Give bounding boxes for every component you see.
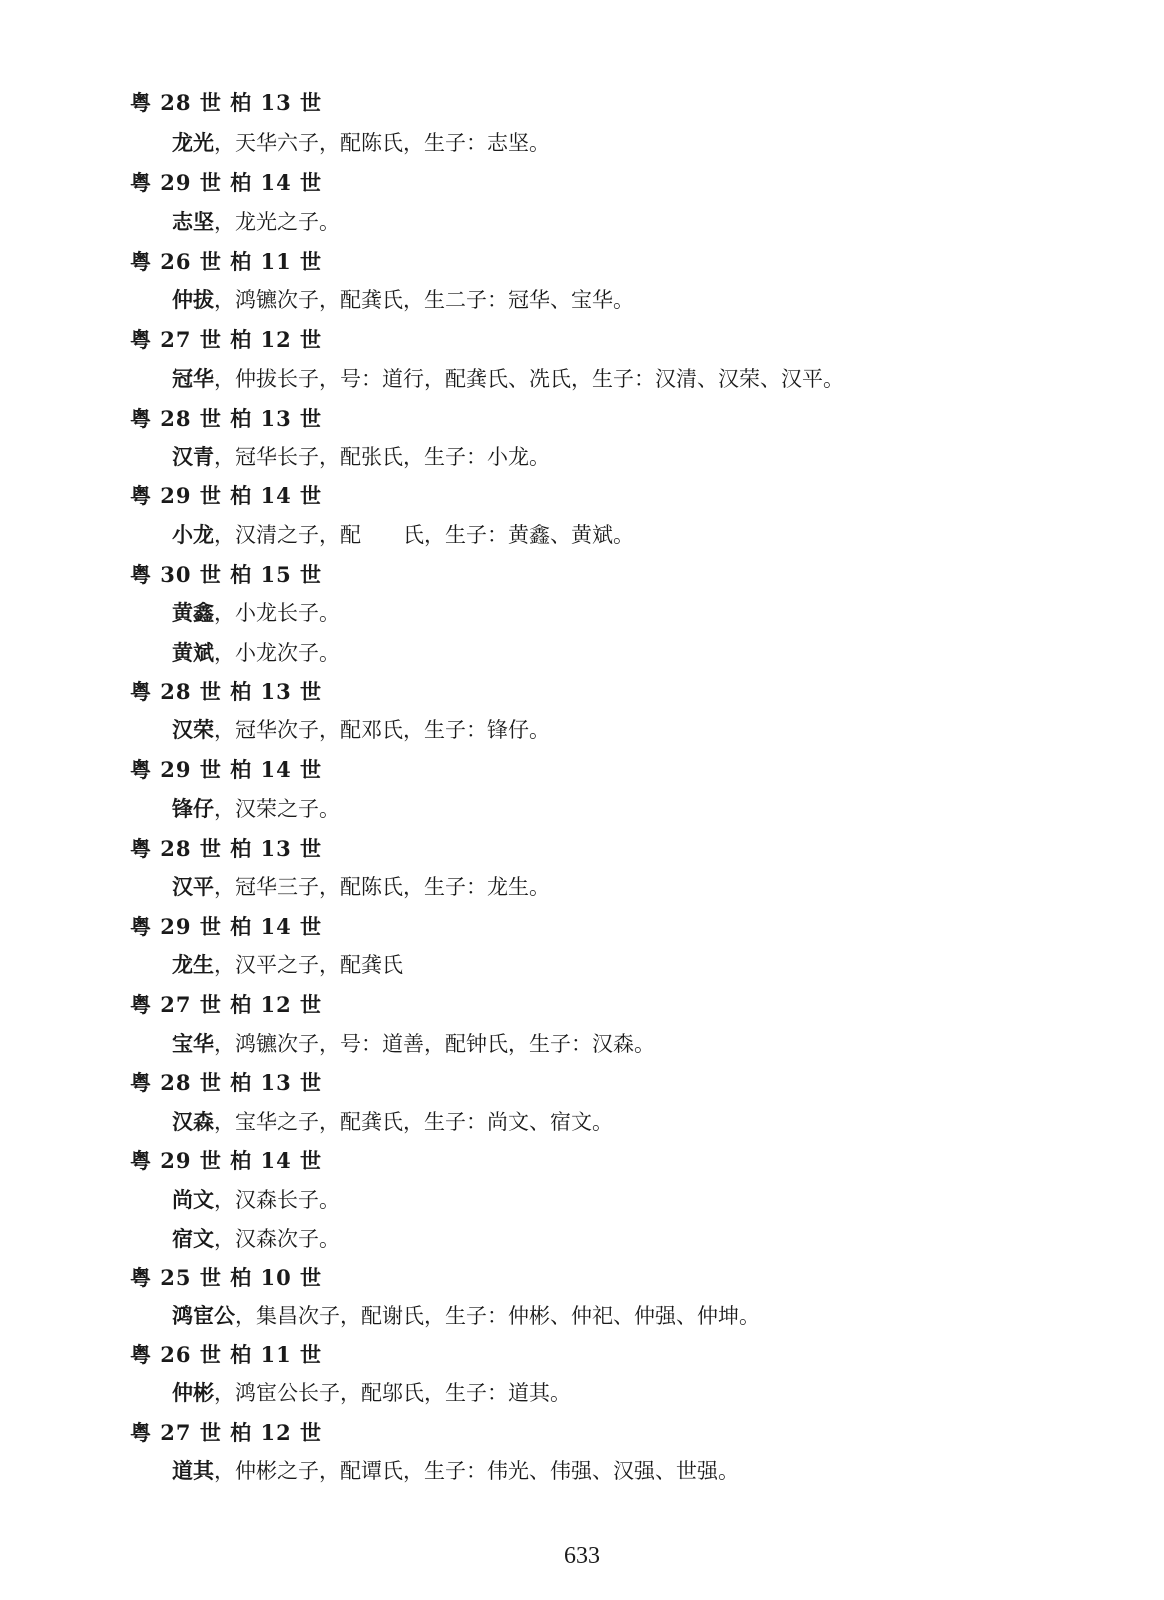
person-name: 冠华 — [172, 366, 214, 391]
person-name: 汉青 — [172, 444, 214, 469]
person-entry — [172, 1303, 760, 1329]
person-entry — [172, 1380, 571, 1406]
generation-heading: 粤 27 世 柏 12 世 — [130, 992, 323, 1017]
person-name: 黄鑫 — [172, 600, 214, 625]
person-entry — [172, 444, 550, 470]
generation-heading: 粤 30 世 柏 15 世 — [130, 562, 323, 587]
person-entry — [172, 1031, 655, 1057]
person-entry — [172, 717, 550, 743]
person-name: 龙生 — [172, 952, 214, 977]
person-entry — [172, 1109, 613, 1135]
generation-heading: 粤 29 世 柏 14 世 — [130, 1148, 323, 1173]
person-name: 宿文 — [172, 1226, 214, 1251]
person-entry — [172, 366, 844, 392]
person-name: 汉平 — [172, 874, 214, 899]
person-name: 宝华 — [172, 1031, 214, 1056]
generation-heading: 粤 28 世 柏 13 世 — [130, 679, 323, 704]
person-name: 鸿宦公 — [172, 1303, 235, 1328]
generation-heading: 粤 26 世 柏 11 世 — [130, 249, 323, 274]
person-description: ，小龙次子。 — [214, 641, 340, 665]
person-entry — [172, 600, 340, 626]
generation-heading: 粤 29 世 柏 14 世 — [130, 757, 323, 782]
person-description: ，汉森长子。 — [214, 1188, 340, 1212]
person-description: ，集昌次子，配谢氏，生子：仲彬、仲祀、仲强、仲坤。 — [235, 1304, 760, 1328]
person-description: ，龙光之子。 — [214, 210, 340, 234]
generation-heading: 粤 25 世 柏 10 世 — [130, 1265, 323, 1290]
person-description: ，鸿宦公长子，配邬氏，生子：道其。 — [214, 1381, 571, 1405]
person-description: ，小龙长子。 — [214, 601, 340, 625]
person-entry — [172, 1458, 739, 1484]
page-number: 633 — [564, 1543, 600, 1569]
person-name: 小龙 — [172, 522, 214, 547]
generation-heading: 粤 27 世 柏 12 世 — [130, 327, 323, 352]
person-name: 汉森 — [172, 1109, 214, 1134]
person-name: 黄斌 — [172, 640, 214, 665]
generation-heading: 粤 28 世 柏 13 世 — [130, 836, 323, 861]
generation-heading: 粤 28 世 柏 13 世 — [130, 90, 323, 115]
person-description: ，鸿镳次子，号：道善，配钟氏，生子：汉森。 — [214, 1032, 655, 1056]
person-name: 志坚 — [172, 209, 214, 234]
person-description: ，冠华次子，配邓氏，生子：锋仔。 — [214, 718, 550, 742]
person-description: ，汉平之子，配龚氏 — [214, 953, 403, 977]
person-name: 道其 — [172, 1458, 214, 1483]
person-entry — [172, 209, 340, 235]
person-description: ，汉森次子。 — [214, 1227, 340, 1251]
person-entry — [172, 522, 634, 548]
person-description: ，汉荣之子。 — [214, 797, 340, 821]
person-description: ，仲拔长子，号：道行，配龚氏、冼氏，生子：汉清、汉荣、汉平。 — [214, 367, 844, 391]
person-name: 尚文 — [172, 1187, 214, 1212]
person-entry — [172, 952, 403, 978]
person-entry — [172, 640, 340, 666]
generation-heading: 粤 29 世 柏 14 世 — [130, 170, 323, 195]
generation-heading: 粤 27 世 柏 12 世 — [130, 1420, 323, 1445]
person-description: ，仲彬之子，配谭氏，生子：伟光、伟强、汉强、世强。 — [214, 1459, 739, 1483]
person-entry — [172, 796, 340, 822]
person-name: 仲彬 — [172, 1380, 214, 1405]
generation-heading: 粤 26 世 柏 11 世 — [130, 1342, 323, 1367]
person-name: 仲拔 — [172, 287, 214, 312]
person-entry — [172, 1226, 340, 1252]
person-entry — [172, 874, 550, 900]
generation-heading: 粤 29 世 柏 14 世 — [130, 914, 323, 939]
person-entry — [172, 1187, 340, 1213]
person-name: 锋仔 — [172, 796, 214, 821]
person-description: ，鸿镳次子，配龚氏，生二子：冠华、宝华。 — [214, 288, 634, 312]
person-name: 汉荣 — [172, 717, 214, 742]
generation-heading: 粤 28 世 柏 13 世 — [130, 1070, 323, 1095]
generation-heading: 粤 28 世 柏 13 世 — [130, 406, 323, 431]
generation-heading: 粤 29 世 柏 14 世 — [130, 483, 323, 508]
person-description: ，天华六子，配陈氏，生子：志坚。 — [214, 131, 550, 155]
person-description: ，冠华三子，配陈氏，生子：龙生。 — [214, 875, 550, 899]
person-name: 龙光 — [172, 130, 214, 155]
person-entry — [172, 130, 550, 156]
person-description: ，冠华长子，配张氏，生子：小龙。 — [214, 445, 550, 469]
person-entry — [172, 287, 634, 313]
person-description: ，宝华之子，配龚氏，生子：尚文、宿文。 — [214, 1110, 613, 1134]
person-description: ，汉清之子，配 氏，生子：黄鑫、黄斌。 — [214, 523, 634, 547]
